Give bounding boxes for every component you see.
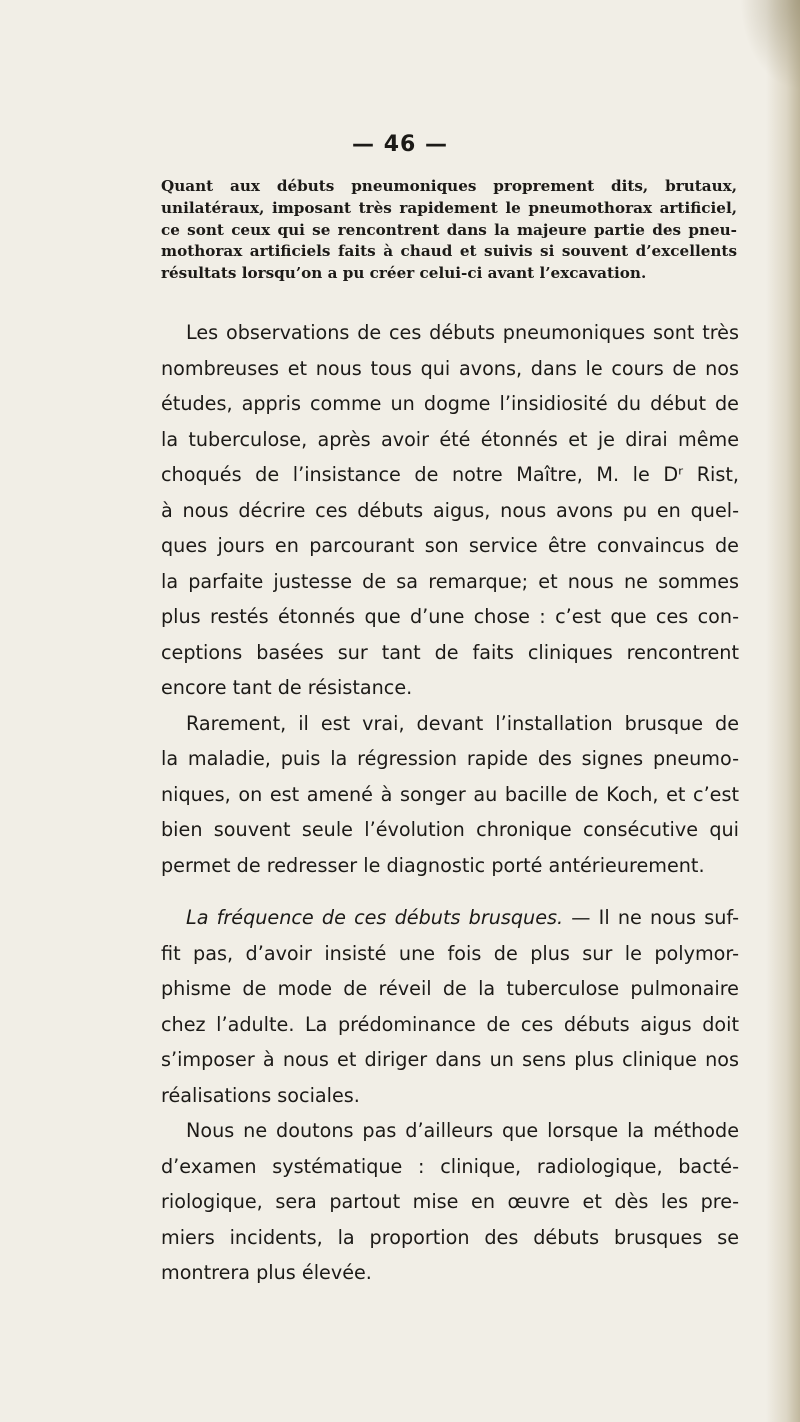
paragraph-line: niques, on est amené à songer au bacille de Koch, et c’est (161, 782, 739, 806)
paragraph-line: montrera plus élevée. (161, 1261, 372, 1284)
paragraph-line: d’examen systématique : clinique, radiologique, bacté- (161, 1154, 739, 1178)
paragraph-line: la parfaite justesse de sa remarque; et nous ne sommes (161, 569, 739, 593)
paragraph-line: Les observations de ces débuts pneumoniques sont très (186, 321, 739, 344)
paragraph-line: à nous décrire ces débuts aigus, nous avons pu en quel- (161, 498, 739, 522)
paragraph-line-rest: — Il ne nous suf- (563, 906, 739, 929)
paragraph-line: ceptions basées sur tant de faits cliniques rencontrent (161, 640, 739, 664)
section-heading-line (161, 900, 739, 936)
paragraph-line: ques jours en parcourant son service être convaincus de (161, 534, 739, 557)
paragraph-line: fit pas, d’avoir insisté une fois de plus sur le polymor- (161, 941, 739, 965)
intro-line: mothorax artificiels faits à chaud et suivis si souvent d’excellents (161, 242, 737, 261)
section-heading: La fréquence de ces débuts brusques. (186, 906, 564, 929)
paragraph-line: encore tant de résistance. (161, 676, 413, 699)
paragraph-line: réalisations sociales. (161, 1083, 360, 1107)
page-corner-shadow (740, 0, 800, 90)
intro-line: ce sont ceux qui se rencontrent dans la majeure partie des pneu- (161, 220, 737, 239)
paragraph-line: chez l’adulte. La prédominance de ces débuts aigus doit (161, 1012, 739, 1036)
paragraph-line: choqués de l’insistance de notre Maître, M. le Dʳ Rist, (161, 463, 739, 486)
body-text (161, 315, 739, 1291)
paragraph-line: études, appris comme un dogme l’insidiosité du début de (161, 392, 739, 415)
paragraph-line: nombreuses et nous tous qui avons, dans le cours de nos (161, 356, 739, 380)
intro-line: Quant aux débuts pneumoniques proprement dits, brutaux, (161, 177, 737, 195)
intro-paragraph (161, 176, 737, 285)
page-number: — 46 — (352, 132, 448, 157)
paragraph-line: permet de redresser le diagnostic porté antérieurement. (161, 853, 705, 877)
paragraph-line: s’imposer à nous et diriger dans un sens plus clinique nos (161, 1048, 739, 1071)
page-edge-shadow (766, 0, 800, 1422)
paragraph-line: plus restés étonnés que d’une chose : c’est que ces con- (161, 605, 739, 628)
paragraph-line: bien souvent seule l’évolution chronique consécutive qui (161, 818, 739, 841)
paragraph-line: riologique, sera partout mise en œuvre et dès les pre- (161, 1190, 739, 1213)
paragraph-line: miers incidents, la proportion des débuts brusques se (161, 1225, 739, 1249)
paragraph-line: Nous ne doutons pas d’ailleurs que lorsque la méthode (186, 1119, 739, 1142)
paragraph-line: la tuberculose, après avoir été étonnés et je dirai même (161, 427, 739, 451)
paragraph-line: la maladie, puis la régression rapide des signes pneumo- (161, 747, 739, 770)
paragraph-line: phisme de mode de réveil de la tuberculose pulmonaire (161, 977, 739, 1000)
intro-line: résultats lorsqu’on a pu créer celui-ci avant l’excavation. (161, 264, 647, 283)
paragraph-line: Rarement, il est vrai, devant l’installation brusque de (186, 711, 739, 735)
intro-line: unilatéraux, imposant très rapidement le pneumothorax artificiel, (161, 198, 737, 217)
paragraph-gap (161, 883, 739, 900)
